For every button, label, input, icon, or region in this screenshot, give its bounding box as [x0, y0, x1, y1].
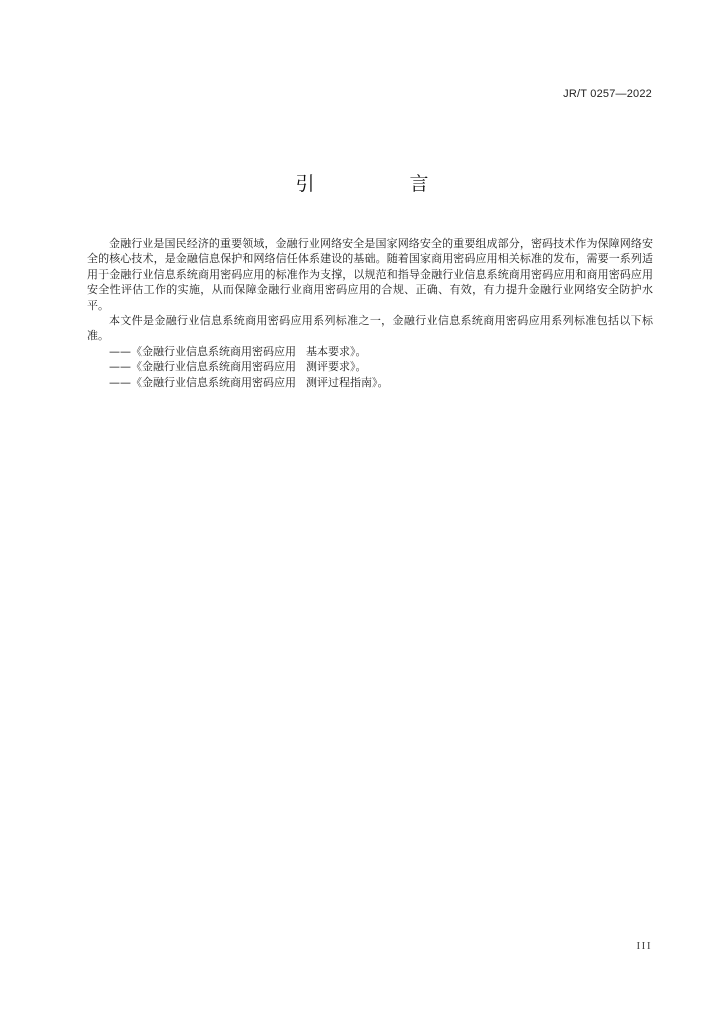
paragraph-1: 金融行业是国民经济的重要领域，金融行业网络安全是国家网络安全的重要组成部分，密码技术作为保障网络安全的核心技术，是金融信息保护和网络信任体系建设的基础。随着国家商用密码应用相关标准的发布，需要一系列适用于金融行业信息系统商用密码应用的标准作为支撑，以规范和指导金融行业信息系统商用密码应用和商用密码应用安全性评估工作的实施，从而保障金融行业商用密码应用的合规、正确、有效，有力提升金融行业网络安全防护水平。 [87, 237, 653, 312]
standards-list-item [87, 375, 653, 390]
list-item-prefix: ——《金融行业信息系统商用密码应用 [109, 375, 296, 389]
list-item-suffix: 测评要求》。 [306, 360, 367, 374]
standard-code: JR/T 0257—2022 [563, 88, 652, 100]
section-title: 引 言 [295, 173, 467, 195]
list-item-prefix: ——《金融行业信息系统商用密码应用 [109, 344, 296, 358]
standards-list-item [87, 359, 653, 374]
introduction-body [87, 236, 653, 390]
list-item-suffix: 基本要求》。 [306, 344, 367, 358]
page-number: III [636, 940, 652, 952]
list-item-prefix: ——《金融行业信息系统商用密码应用 [109, 360, 296, 374]
paragraph-2: 本文件是金融行业信息系统商用密码应用系列标准之一，金融行业信息系统商用密码应用系列标准包括以下标准。 [87, 314, 653, 343]
standards-list-item [87, 344, 653, 359]
list-item-suffix: 测评过程指南》。 [306, 375, 389, 389]
